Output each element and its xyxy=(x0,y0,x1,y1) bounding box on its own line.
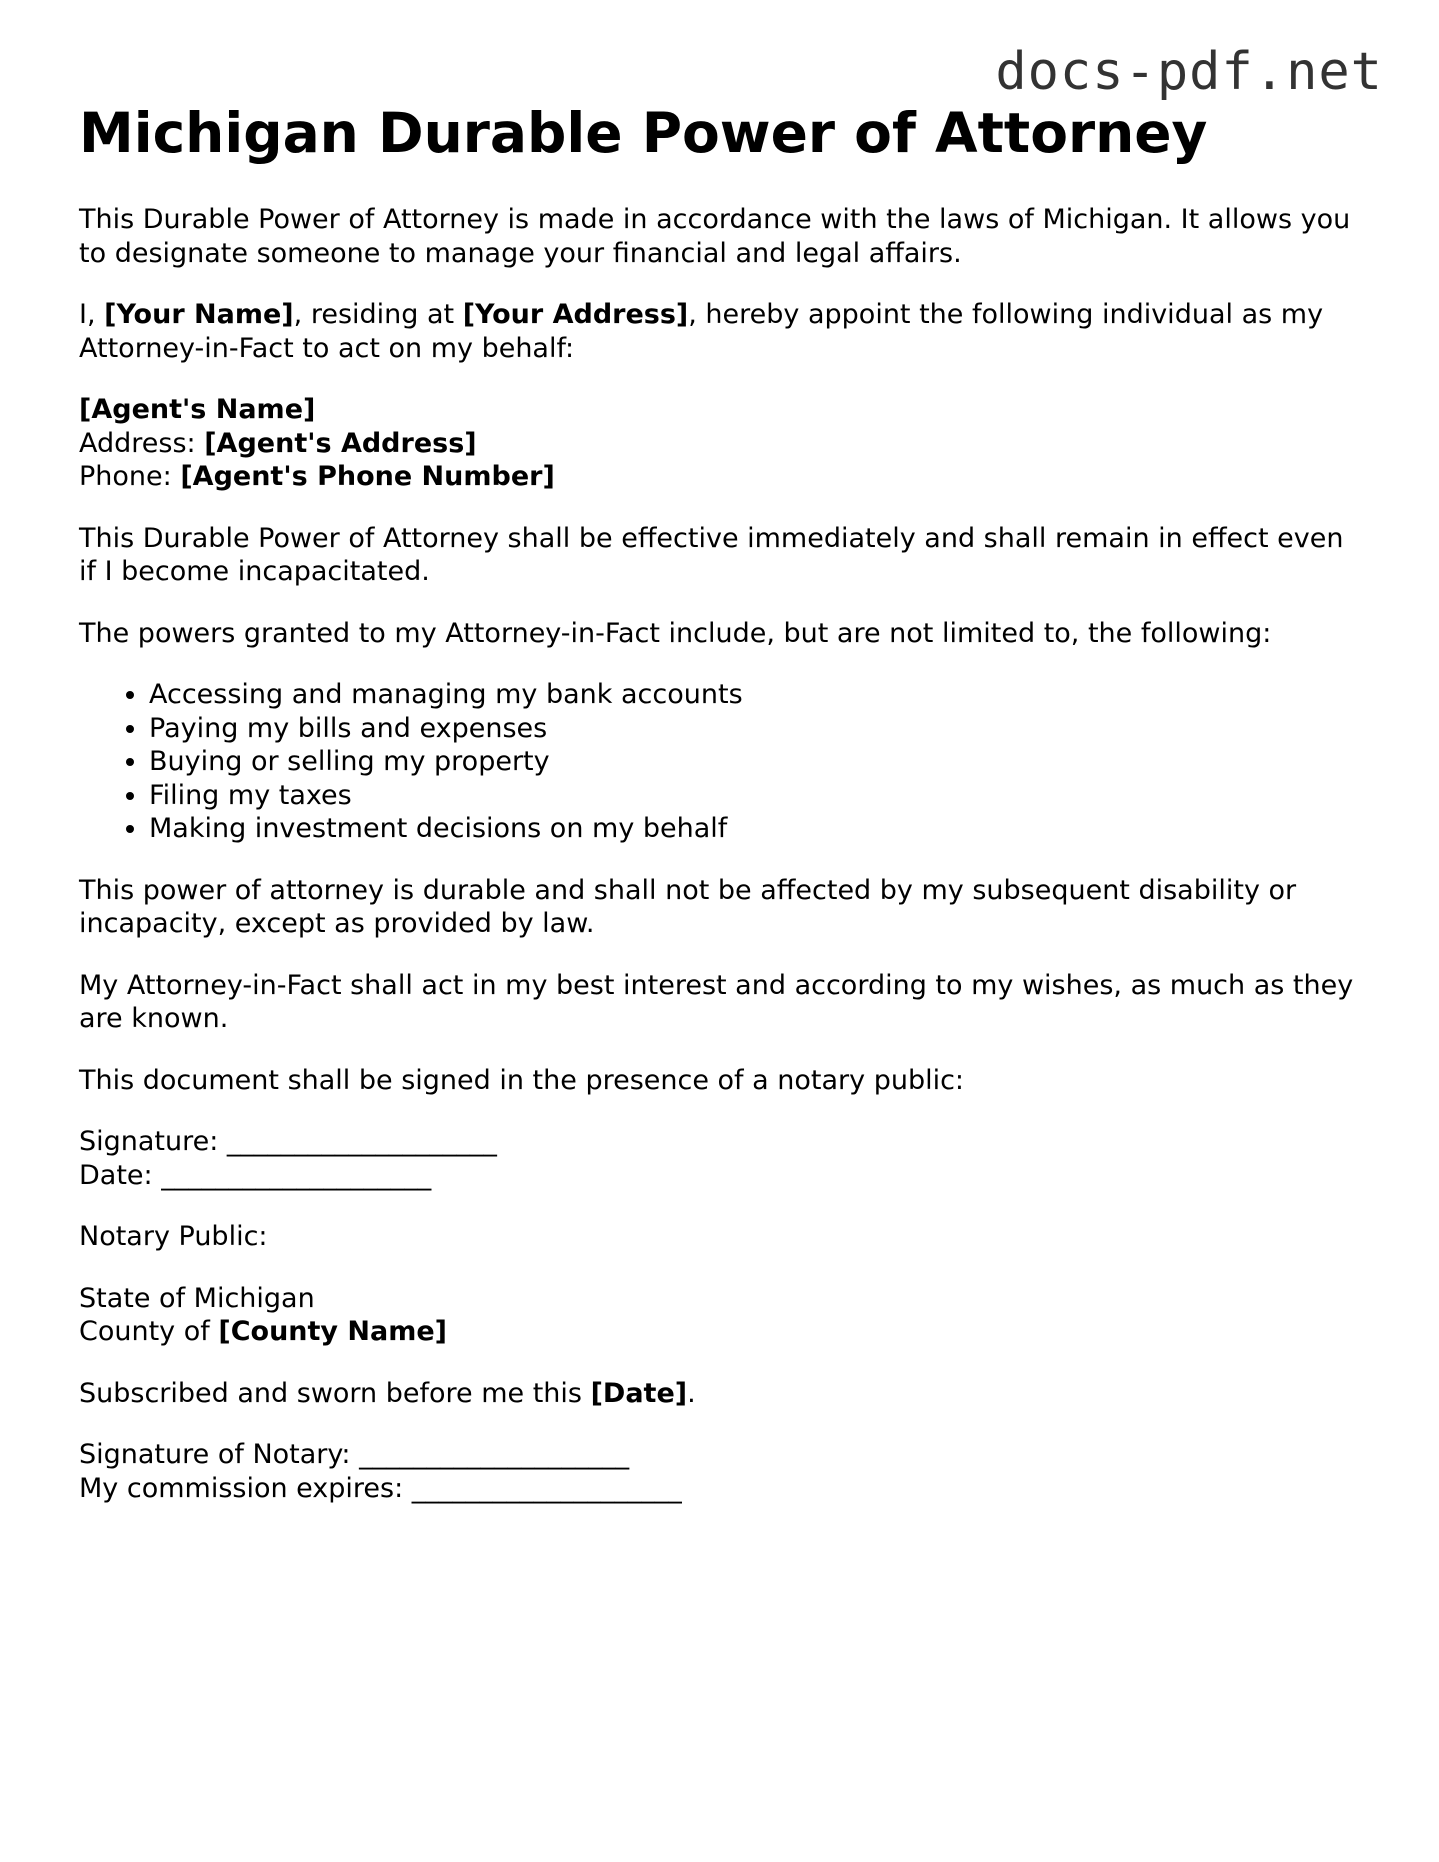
agent-name-placeholder: [Agent's Name] xyxy=(79,394,316,426)
durable-paragraph: This power of attorney is durable and shall not be affected by my subsequent disability or incapacity, except as provided by law. xyxy=(79,874,1297,940)
commission-expires-line: My commission expires: ____________________ xyxy=(79,1472,682,1504)
agent-address-label: Address: xyxy=(79,427,205,459)
document-page xyxy=(79,102,1369,1533)
county-placeholder: [County Name] xyxy=(218,1316,448,1348)
watermark: docs-pdf.net xyxy=(995,42,1383,102)
agent-details xyxy=(79,393,1369,494)
notary-signature-line: Signature of Notary: ____________________ xyxy=(79,1439,630,1471)
date-line: Date: ____________________ xyxy=(79,1159,432,1191)
appointment-prefix: I, xyxy=(79,299,105,331)
powers-list xyxy=(79,678,1369,846)
effective-paragraph: This Durable Power of Attorney shall be effective immediately and shall remain in effect even if I become incapacitated. xyxy=(79,522,1344,588)
agent-phone-label: Phone: xyxy=(79,461,181,493)
subscribed-paragraph xyxy=(79,1377,1369,1411)
list-item: • Paying my bills and expenses xyxy=(149,712,1369,746)
notary-presence-paragraph: This document shall be signed in the presence of a notary public: xyxy=(79,1064,965,1096)
notary-signature-block xyxy=(79,1438,1369,1505)
date-placeholder: [Date] xyxy=(590,1377,688,1409)
list-item: • Buying or selling my property xyxy=(149,745,1369,779)
best-interest-paragraph: My Attorney-in-Fact shall act in my best interest and according to my wishes, as much as they are known. xyxy=(79,969,1354,1035)
powers-intro: The powers granted to my Attorney-in-Fact include, but are not limited to, the following: xyxy=(79,617,1272,649)
list-item: • Filing my taxes xyxy=(149,779,1369,813)
your-name-placeholder: [Your Name] xyxy=(104,299,294,331)
your-address-placeholder: [Your Address] xyxy=(462,299,689,331)
agent-address-placeholder: [Agent's Address] xyxy=(204,427,477,459)
intro-paragraph: This Durable Power of Attorney is made in accordance with the laws of Michigan. It allows you to designate someone to manage your financial and legal affairs. xyxy=(79,204,1351,269)
notary-label: Notary Public: xyxy=(79,1221,268,1253)
signature-line: Signature: ____________________ xyxy=(79,1126,497,1158)
appointment-residing: , residing at xyxy=(293,299,463,331)
list-item: • Accessing and managing my bank accounts xyxy=(149,678,1369,712)
subscribed-text: Subscribed and sworn before me this xyxy=(79,1377,591,1409)
list-item: • Making investment decisions on my behalf xyxy=(149,812,1369,846)
page-title: Michigan Durable Power of Attorney xyxy=(79,101,1208,165)
state-county-block xyxy=(79,1282,1369,1349)
appointment-paragraph xyxy=(79,298,1369,365)
subscribed-end: . xyxy=(687,1377,696,1409)
signature-block xyxy=(79,1125,1369,1192)
agent-phone-placeholder: [Agent's Phone Number] xyxy=(180,461,555,493)
appointment-suffix: , hereby appoint the following individual as my Attorney-in-Fact to act on my behalf: xyxy=(79,299,1324,364)
state-line: State of Michigan xyxy=(79,1282,315,1314)
county-label: County of xyxy=(79,1316,219,1348)
